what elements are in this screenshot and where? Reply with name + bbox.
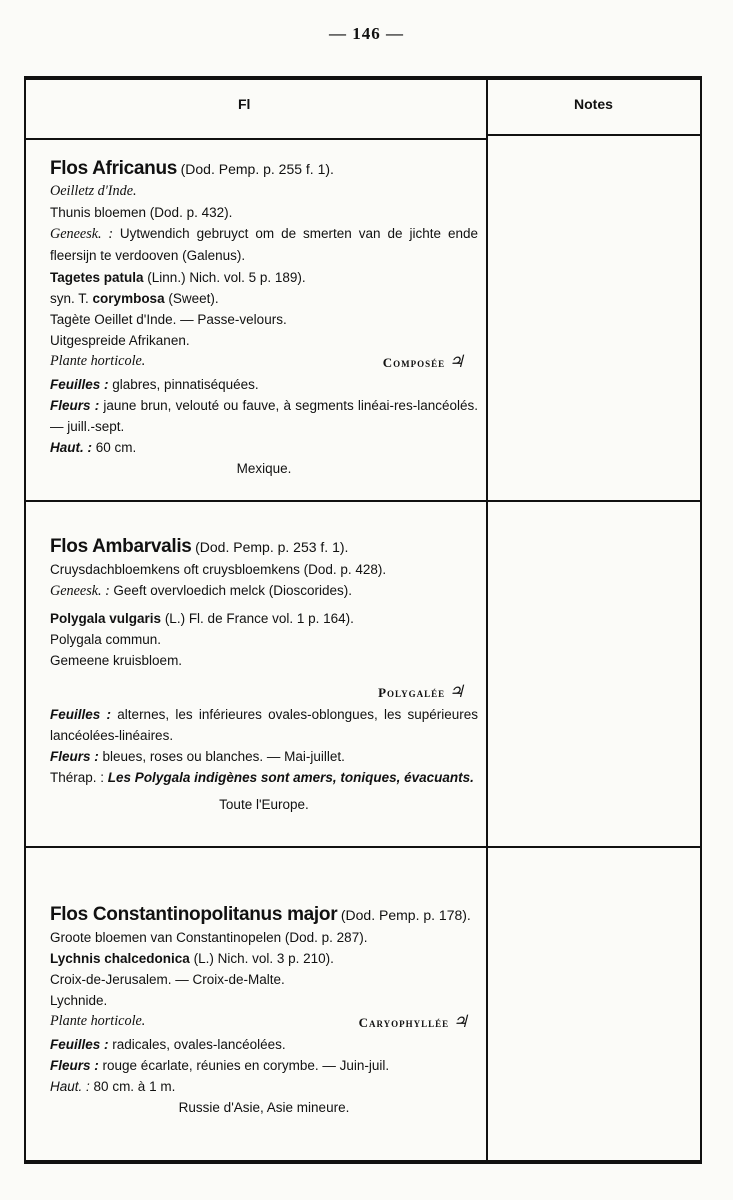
leaves-text: glabres, pinnatiséquées. bbox=[112, 377, 259, 392]
label-therap: Thérap. : bbox=[50, 770, 105, 785]
french-name: Tagète Oeillet d'Inde. — Passe-velours. bbox=[50, 312, 287, 327]
dutch-common-name: Gemeene kruisbloem. bbox=[50, 653, 183, 668]
dutch-name: Thunis bloemen (Dod. p. 432). bbox=[50, 205, 233, 220]
height-text: 60 cm. bbox=[95, 440, 137, 455]
dutch-name: Groote bloemen van Constantinopelen (Dod. p. 287). bbox=[50, 930, 368, 945]
species-ref: (L.) Nich. vol. 3 p. 210). bbox=[193, 951, 334, 966]
label-haut: Haut. : bbox=[50, 440, 92, 455]
label-geneesk: Geneesk. : bbox=[50, 226, 114, 242]
label-fleurs: Fleurs : bbox=[50, 749, 99, 764]
species-name: Tagetes patula bbox=[50, 270, 144, 285]
medicinal-use: Uytwendich gebruyct om de smerten van de jichte ende fleersijn te verdooven (Galenus). bbox=[50, 226, 479, 263]
column-header-fl: Fl bbox=[238, 96, 251, 112]
page-number: — 146 — bbox=[329, 24, 404, 43]
label-feuilles: Feuilles : bbox=[50, 707, 112, 722]
header-rule-right bbox=[488, 134, 700, 136]
species-ref: (Linn.) Nich. vol. 5 p. 189). bbox=[147, 270, 306, 285]
species-ref: (L.) Fl. de France vol. 1 p. 164). bbox=[164, 611, 354, 626]
therapeutic-text: Les Polygala indigènes sont amers, toniques, évacuants. bbox=[107, 770, 474, 785]
entry-flos-ambarvalis bbox=[50, 536, 478, 815]
family-name: Composée bbox=[382, 355, 446, 370]
column-divider bbox=[486, 76, 488, 1164]
distribution: Toute l'Europe. bbox=[219, 797, 309, 812]
label-geneesk: Geneesk. : bbox=[50, 583, 110, 599]
entry-reference: (Dod. Pemp. p. 253 f. 1). bbox=[195, 539, 349, 555]
distribution: Mexique. bbox=[236, 461, 292, 476]
leaves-text: alternes, les inférieures ovales-oblongues, les supérieures lancéolées-linéaires. bbox=[50, 707, 478, 743]
label-feuilles: Feuilles : bbox=[50, 1037, 109, 1052]
entry-title: Flos Ambarvalis bbox=[50, 536, 192, 557]
column-header-notes: Notes bbox=[574, 96, 613, 112]
species-name: Lychnis chalcedonica bbox=[50, 951, 190, 966]
dutch-common-name: Uitgespreide Afrikanen. bbox=[50, 333, 190, 348]
entry-flos-constantinopolitanus bbox=[50, 904, 478, 1118]
header-rule-left bbox=[26, 138, 486, 140]
entry-title: Flos Africanus bbox=[50, 158, 178, 179]
medicinal-use: Geeft overvloedich melck (Dioscorides). bbox=[113, 583, 353, 598]
perennial-symbol: ♃ bbox=[448, 682, 464, 701]
flowers-text: jaune brun, velouté ou fauve, à segments linéai-res-lancéolés. — juill.-sept. bbox=[50, 398, 478, 434]
height-text: 80 cm. à 1 m. bbox=[93, 1079, 176, 1094]
flowers-text: rouge écarlate, réunies en corymbe. — Juin-juil. bbox=[102, 1058, 390, 1073]
entry-title: Flos Constantinopolitanus major bbox=[50, 904, 338, 925]
label-fleurs: Fleurs : bbox=[50, 398, 100, 413]
synonym-name: corymbosa bbox=[92, 291, 165, 306]
flowers-text: bleues, roses ou blanches. — Mai-juillet. bbox=[102, 749, 345, 764]
syn-label: syn. T. bbox=[50, 291, 89, 306]
family-name: Caryophyllée bbox=[358, 1015, 450, 1030]
synonym-ref: (Sweet). bbox=[168, 291, 219, 306]
distribution: Russie d'Asie, Asie mineure. bbox=[178, 1100, 350, 1115]
label-fleurs: Fleurs : bbox=[50, 1058, 99, 1073]
entry-separator bbox=[26, 846, 700, 848]
leaves-text: radicales, ovales-lancéolées. bbox=[112, 1037, 286, 1052]
plant-type: Plante horticole. bbox=[50, 353, 146, 369]
label-haut: Haut. : bbox=[50, 1079, 90, 1094]
french-name: Croix-de-Jerusalem. — Croix-de-Malte. bbox=[50, 972, 285, 987]
entry-reference: (Dod. Pemp. p. 178). bbox=[340, 907, 471, 923]
family-name: Polygalée bbox=[378, 685, 446, 700]
entry-separator bbox=[26, 500, 700, 502]
species-name: Polygala vulgaris bbox=[50, 611, 162, 626]
french-name: Polygala commun. bbox=[50, 632, 162, 647]
vernacular-name: Oeilletz d'Inde. bbox=[50, 183, 137, 199]
dutch-name: Cruysdachbloemkens oft cruysbloemkens (Dod. p. 428). bbox=[50, 562, 387, 577]
entry-reference: (Dod. Pemp. p. 255 f. 1). bbox=[180, 161, 334, 177]
common-name: Lychnide. bbox=[50, 993, 108, 1008]
entry-flos-africanus bbox=[50, 158, 478, 479]
label-feuilles: Feuilles : bbox=[50, 377, 109, 392]
perennial-symbol: ♃ bbox=[448, 352, 464, 371]
plant-type: Plante horticole. bbox=[50, 1013, 146, 1029]
perennial-symbol: ♃ bbox=[452, 1012, 468, 1031]
